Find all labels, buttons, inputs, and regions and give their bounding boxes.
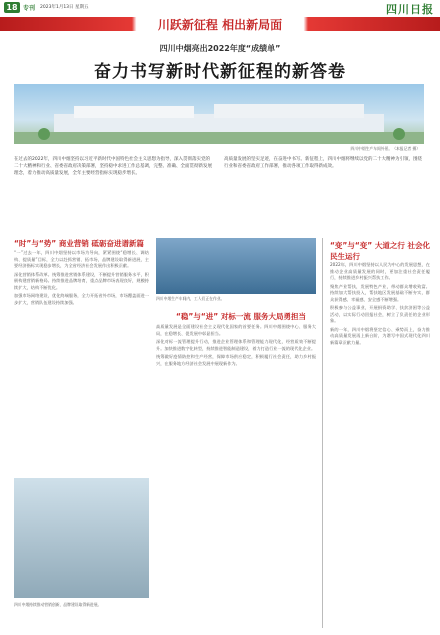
section-3-title: “变”与“变” 大道之行 社会化民生运行 bbox=[330, 241, 430, 261]
banner-title: 川跃新征程 相出新局面 bbox=[157, 18, 283, 32]
newspaper-logo: 四川日报 bbox=[386, 3, 434, 16]
section-3-body: 2022年，四川中烟坚持以人民为中心的发展思想，在推动企业高质量发展的同时，更加注重社会责任履行，持续推进乡村振兴帮扶工作。 聚焦产业帮扶，发展特色产业，带动群众增收致富。持续加大帮扶投入，帮扶地区发展基础不断夯实，群众获得感、幸福感、安全感不断增强。 积极参与公益事业，开展捐资助学、扶贫济困等公益活动，以实际行动回报社会，树立了负责任的企业形象。 新的一年，四川中烟将坚定信心、乘势而上，奋力推动高质量发展再上新台阶，为谱写中国式现代化四川新篇章贡献力量。 bbox=[330, 262, 430, 345]
factory-aerial-photo bbox=[14, 84, 424, 144]
article-headline: 奋力书写新时代新征程的新答卷 bbox=[94, 62, 346, 82]
page-number: 18 bbox=[4, 2, 20, 13]
photo-caption: 四川中烟生产车间外景。（本报记者 摄） bbox=[350, 146, 420, 151]
section-2-photo-caption: 四川中烟生产车间内，工人们正在作业。 bbox=[156, 296, 225, 301]
column-divider bbox=[322, 238, 323, 628]
section-2-title: “稳”与“进” 对标一流 服务大局勇担当 bbox=[176, 312, 306, 321]
special-banner bbox=[0, 15, 440, 35]
section-label: 专刊 bbox=[23, 5, 36, 12]
issue-date: 2023年1月13日 星期五 bbox=[40, 5, 89, 10]
marketing-photo bbox=[14, 478, 149, 598]
article-subheadline: 四川中烟亮出2022年度“成绩单” bbox=[159, 44, 281, 53]
section-1-title: “时”与“势” 商业营销 砥砺奋进谱新篇 bbox=[14, 239, 144, 248]
section-2-body: 高质量发展是全面建设社会主义现代化国家的首要任务。四川中烟围绕中心、服务大局，在稳增长、促发展中彰显担当。 深化对标一流管理提升行动，推进企业管理体系和管理能力现代化，经营质效不断提升。加快推进数字化转型，持续推进智能制造建设，着力打造行业一流的现代化企业。 统筹做好疫情防控和生产经营，保障市场供应稳定，积极履行社会责任，助力乡村振兴，在服务地方经济社会发展中展现新作为。 bbox=[156, 324, 316, 366]
section-1-body: “一”过去一年，四川中烟坚持以市场为导向，紧紧围绕“稳增长、调结构、提质量”目标，全力以赴抓营销、拓市场，品牌建设取得新进展，主要经济指标实现稳步增长，为全省经济社会发展作出积极贡献。 深化营销体系改革。统筹推进营销体系建设，不断提升营销服务水平，积极构建营销新格局。持续推进品牌培育，重点品牌市场表现良好，规模持续扩大，结构不断优化。 加强市场网络建设，优化终端服务，全力开拓省外市场，市场覆盖面进一步扩大，营销队伍建设持续加强。 bbox=[14, 250, 149, 305]
page-header bbox=[0, 0, 440, 14]
lede-left: 在过去的2022年，四川中烟坚持以习近平新时代中国特色社会主义思想为指导，深入贯彻落实党的二十大精神和行业、省委省政府决策部署，坚持稳中求进工作总基调，完整、准确、全面贯彻新发展理念，着力推动高质量发展，全年主要经营指标实现稳步增长。 bbox=[14, 157, 212, 176]
section-1-photo-caption: 四川中烟持续推动营销创新，品牌建设取得新进展。 bbox=[14, 602, 102, 607]
workshop-photo bbox=[156, 238, 316, 294]
factory-illustration bbox=[14, 84, 424, 144]
lede-right: 高质量发展的坚实足迹，在奋进中书写。新征程上，四川中烟将继续以党的二十大精神为引领，围绕行业和省委省政府工作部署，推动各项工作取得新成效。 bbox=[224, 157, 422, 169]
